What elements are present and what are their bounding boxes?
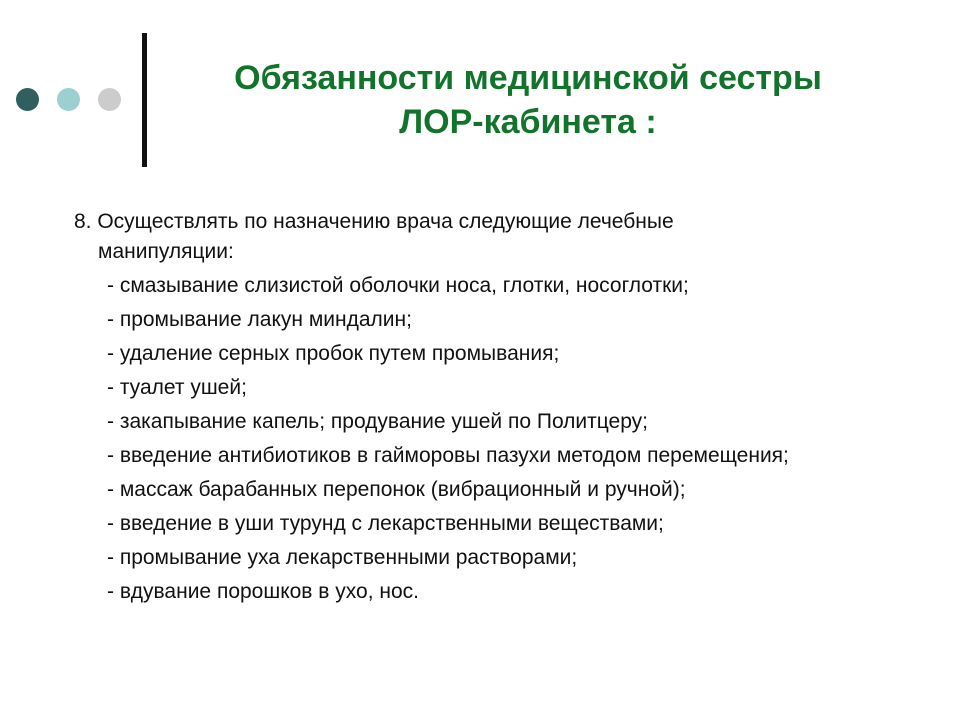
slide-title (150, 56, 906, 144)
list-item: - массаж барабанных перепонок (вибрационный и ручной); (107, 478, 686, 501)
slide-title-line2: ЛОР-кабинета : (399, 103, 657, 141)
decorative-dot-dark (16, 88, 39, 111)
list-item: - закапывание капель; продувание ушей по Политцеру; (107, 410, 649, 433)
intro-line-2: манипуляции: (98, 240, 234, 263)
slide-title-line1: Обязанности медицинской сестры (234, 59, 822, 97)
list-item: - смазывание слизистой оболочки носа, глотки, носоглотки; (107, 274, 689, 297)
title-divider-bar (142, 33, 147, 167)
list-item: - вдувание порошков в ухо, нос. (107, 580, 420, 603)
list-item: - промывание уха лекарственными растворами; (107, 546, 578, 569)
intro-line-1: 8. Осуществлять по назначению врача следующие лечебные (74, 210, 674, 233)
decorative-dot-teal (57, 88, 80, 111)
list-item: - промывание лакун миндалин; (107, 308, 412, 331)
list-item: - введение антибиотиков в гайморовы пазухи методом перемещения; (107, 444, 789, 467)
slide-body (74, 207, 934, 609)
list-item: - удаление серных пробок путем промывания; (107, 342, 560, 365)
decorative-dot-grey (98, 88, 121, 111)
manipulation-list (74, 269, 934, 609)
list-item: - введение в уши турунд с лекарственными веществами; (107, 512, 664, 535)
list-item: - туалет ушей; (107, 376, 247, 399)
